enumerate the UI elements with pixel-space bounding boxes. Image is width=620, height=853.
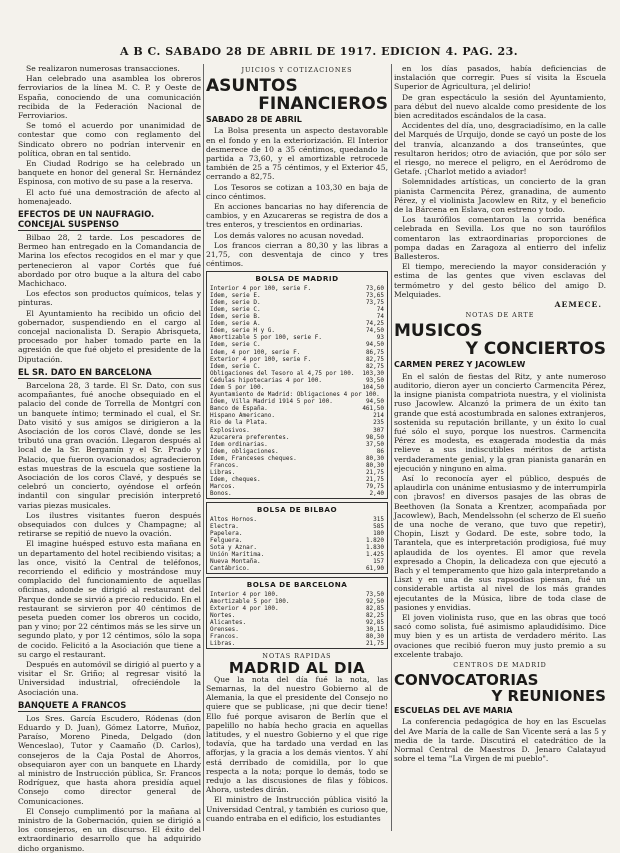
- paragraph: En acciones bancarias no hay diferencia de cambios, y en Azucareras se registra de dos a tres enteros, y trescientos en ordinarias.: [206, 202, 388, 230]
- paragraph: En Ciudad Rodrigo se ha celebrado un banquete en honor del general Sr. Hernández Espinosa, con motivo de su pase a la reserva.: [18, 159, 201, 187]
- quote-value: 1.820: [365, 536, 384, 544]
- quote-value: 2,40: [369, 490, 384, 498]
- quote-row: [210, 537, 384, 544]
- quote-name: Cantábrico.: [210, 565, 250, 573]
- table-title: BOLSA DE MADRID: [255, 274, 339, 284]
- paragraph: La Bolsa presenta un aspecto destavorable en el fondo y en la exteriorización. El Interior desmerece de 10 a 35 céntimos, quedando la partida a 73,60, y el amortizable retrocede también de 25 a 75 céntimos, y el Exterior 45, cerrando a 82,75.: [206, 126, 388, 182]
- quote-row: [210, 455, 384, 462]
- paragraph: Los francos cierran a 80,30 y las libras a 21,75, con desventaja de cinco y tres céntimos.: [206, 240, 388, 269]
- paragraph: en los días pasados, había deficiencias de instalación que corregir. Pues sí visita la Escuela Superior de Agricultura, ¡el delirio!: [394, 64, 606, 92]
- title-line: Y REUNIONES: [491, 687, 606, 706]
- quote-value: 94,50: [365, 398, 384, 406]
- quote-value: 21,75: [365, 469, 384, 477]
- quote-name: Francos.: [210, 633, 239, 641]
- paragraph: En el salón de fiestas del Ritz, y ante numeroso auditorio, dieron ayer un concierto Carmencita Pérez, la insigne pianista compatriota nuestra, y el violinista ruso Jacowlew. Alcanzó la primera de un éxito tan grande que está acostumbrada en salones extranjeros, sostenida su reputación brillante, y un éxito lo cual fué sólo el suyo, porque los nuestros. Carmencita Pérez es modesta, es exagerada modestia da más relieve a sus indiscutibles méritos de artista verdaderamente genial, y la gran pianista ganarán en ejecución y ninguno en alma.: [394, 371, 606, 473]
- section-kicker: NOTAS DE ARTE: [465, 311, 535, 320]
- quote-value: 315: [373, 515, 384, 523]
- paragraph: Que la nota del día fué la nota, las Semarnas, la del nuestro Gobierno al de Alemania, la que el presidente del Consejo no quiere que se publicase, ¡ni que decir tiene! Ello fué porque avisaron de Berlín que el papelillo no había hecho gracia en aquellas latitudes, y el nuestro Gobierno y el que rige todavía, que ha tardado una verdad en las afforjas, y la gracia a los demás vientos. Y ahí está derribado de comidilla, por lo que respecta a la nota; porque lo demás, todo se redujo a las discusiones de filas y fóbicos. Ahora, ustedes dirán.: [206, 674, 388, 795]
- quote-row: [210, 469, 384, 476]
- quote-name: Idem, serie C.: [210, 341, 261, 349]
- paragraph: Los taurófilos comentaron la corrida benéfica celebrada en Sevilla. Los que no son taurófilos comentaron las extraordinarias proporciones de pompa dadas en Zaragoza al entierro del infeliz Ballesteros.: [394, 215, 606, 262]
- paragraph: El ministro de Instrucción pública visitó la Universidad Central, y también es curioso que, cuando entraba en el edificio, los estudiantes: [206, 795, 388, 823]
- quote-name: Nueva Montaña.: [210, 558, 261, 566]
- section-heading: EL SR. DATO EN BARCELONA: [18, 367, 201, 379]
- quote-value: 585: [373, 522, 384, 530]
- quote-name: Explosivos.: [210, 426, 250, 434]
- quote-name: Ayuntamiento de Madrid: Obligaciones 4 por 100.: [210, 391, 380, 399]
- quote-row: [210, 391, 384, 398]
- quote-row: [210, 516, 384, 523]
- quote-name: Idem, serie H y G.: [210, 327, 276, 335]
- quote-table-bilbao: [206, 502, 388, 574]
- paragraph: Los efectos son productos químicos, telas y pinturas.: [18, 289, 201, 308]
- quote-value: 86: [376, 447, 384, 455]
- quote-row: [210, 313, 384, 320]
- quote-table-madrid: [206, 271, 388, 499]
- table-rows: [210, 516, 384, 573]
- title-line: Y CONCIERTOS: [465, 339, 606, 360]
- paragraph: Después en automóvil se dirigió al puerto y a visitar el Sr. Griño; al regresar visitó la Universidad industrial, ofreciéndole la Asociación una.: [18, 659, 201, 697]
- title-line: FINANCIEROS: [258, 94, 388, 115]
- section-kicker: CENTROS DE MADRID: [453, 660, 547, 669]
- paragraph: Los ilustres visitantes fueron después obsequiados con dulces y Champagne; al retirarse se repitió de nuevo la ovación.: [18, 510, 201, 539]
- quote-name: Exterior 4 por 100, serie F.: [210, 355, 312, 363]
- quote-name: Exterior 4 por 100.: [210, 604, 279, 612]
- page-header: A B C. SABADO 28 DE ABRIL DE 1917. EDICION 4. PAG. 23.: [120, 45, 519, 58]
- quote-value: 74,25: [365, 320, 384, 328]
- quote-name: Amortizable 5 por 100, serie F.: [210, 334, 322, 342]
- quote-row: [210, 398, 384, 405]
- quote-value: 73,75: [365, 298, 384, 306]
- article-title: [394, 322, 606, 358]
- quote-name: Obligaciones del Tesoro al 4,75 por 100.: [210, 369, 355, 377]
- quote-row: [210, 551, 384, 558]
- quote-value: 74: [376, 305, 384, 313]
- quote-name: Francos.: [210, 462, 239, 469]
- quote-row: [210, 419, 384, 426]
- quote-value: 30,15: [365, 626, 384, 634]
- quote-name: Idem, serie C.: [210, 305, 261, 313]
- quote-name: Idem, Franceses cheques.: [210, 454, 297, 462]
- quote-name: Banco de España.: [210, 405, 268, 413]
- quote-value: 82,75: [365, 362, 384, 370]
- paragraph: Los Tesoros se cotizan a 103,30 en baja de cinco céntimos.: [206, 182, 388, 201]
- paragraph: El Ayuntamiento ha recibido un oficio del gobernador, suspendiendo en el cargo al concejal nacionalista D. Serapio Abrisqueta, procesado por haber tomado parte en la agresión de que fué objeto el presidente de la Diputación.: [18, 308, 201, 364]
- quote-name: Idem, Villa Madrid 1914 5 por 100.: [210, 398, 333, 406]
- table-title: BOLSA DE BARCELONA: [246, 580, 348, 590]
- quote-row: [210, 530, 384, 537]
- paragraph: Solemnidades artísticas, un concierto de la gran pianista Carmencita Pérez, granadina, de aumento Pérez, y el violinista Jacowlew en Ritz, y el beneficio de la Bárcena en Eslava, con estreno y todo.: [394, 177, 606, 215]
- quote-row: [210, 441, 384, 448]
- quote-row: [210, 523, 384, 530]
- article-subhead: ESCUELAS DEL AVE MARIA: [394, 706, 513, 716]
- quote-value: 1.425: [365, 551, 384, 559]
- quote-value: 79,75: [365, 483, 384, 491]
- quote-row: [210, 384, 384, 391]
- quote-value: 74: [376, 313, 384, 321]
- quote-value: 235: [373, 419, 384, 427]
- quote-row: [210, 544, 384, 551]
- column-rule: [391, 64, 392, 831]
- quote-value: 80,30: [365, 633, 384, 641]
- quote-value: 307: [373, 426, 384, 434]
- quote-row: [210, 619, 384, 626]
- quote-row: [210, 633, 384, 640]
- quote-row: [210, 405, 384, 412]
- table-rows: [210, 591, 384, 648]
- quote-name: Orenses.: [210, 626, 239, 634]
- quote-row: [210, 605, 384, 612]
- paragraph: Se tomó el acuerdo por unanimidad de contestar que como con reglamento del Sindicato obrero no podrían intervenir en política, obran en tal sentido.: [18, 121, 201, 158]
- section-heading: EFECTOS DE UN NAUFRAGIO. CONCEJAL SUSPENSO: [18, 209, 201, 231]
- quote-value: 92,50: [365, 597, 384, 605]
- article-title: [394, 672, 606, 704]
- paragraph: De gran espectáculo la sesión del Ayuntamiento, para début del nuevo alcalde como presidente de los bien acreditados escándalos de la casa.: [394, 92, 606, 121]
- quote-name: Azucarera preferentes.: [210, 433, 290, 441]
- quote-name: Idem ordinarias.: [210, 440, 268, 448]
- quote-name: Electra.: [210, 522, 239, 530]
- quote-name: Idem, cheques.: [210, 476, 261, 484]
- quote-value: 86,75: [365, 348, 384, 356]
- quote-value: 103,30: [362, 369, 384, 377]
- quote-row: [210, 558, 384, 565]
- section-kicker: JUICIOS Y COTIZACIONES: [241, 66, 353, 74]
- paragraph: El Consejo cumplimentó por la mañana al ministro de la Gobernación, quien se dirigió a los consejeros, en un discurso. El éxito del extraordinario desarrollo que ha adquirido dicho organismo.: [18, 806, 201, 853]
- quote-value: 93,50: [365, 376, 384, 384]
- paragraph: El imagine huésped estuvo esta mañana en un departamento del hotel recibiendo visitas; a las once, visitó la Central de teléfonos, recorriendo el edificio y mostrándose muy complacido del funcionamiento de aquellas oficinas, adonde se dirigió al restaurant del Parque donde se sirvió a precio reducido. En el restaurant se sirvieron por 40 céntimos de peseta pueden comer los obreros un cocido, pan y vino; por 22 céntimos más se les sirve un segundo plato, y por 12 céntimos, sólo la sopa de cocido. Felicitó a la Asociación que tiene a su cargo el restaurant.: [18, 539, 201, 659]
- quote-name: Interior 4 por 100, serie F.: [210, 284, 312, 292]
- title-line: ASUNTOS: [206, 76, 298, 97]
- quote-row: [210, 320, 384, 327]
- paragraph: Bilbao 28, 2 tarde. Los pescadores de Bermeo han entregado en la Comandancia de Marina los efectos recogidos en el mar y que pertenecieron al vapor Cortés que fué abordado por otro buque a la altura del cabo Machichaco.: [18, 233, 201, 289]
- quote-name: Hispano Americano.: [210, 412, 276, 420]
- title-line: CONVOCATORIAS: [394, 671, 539, 690]
- quote-row: [210, 483, 384, 490]
- quote-name: Felguera.: [210, 536, 243, 544]
- title-line: MUSICOS: [394, 321, 483, 342]
- quote-value: 80,30: [365, 462, 384, 469]
- paragraph: La conferencia pedagógica de hoy en las Escuelas del Ave María de la calle de San Vicente será a las 5 y media de la tarde. Discutirá el catedrático de la Normal Central de Maestros D. Jenaro Calatayud sobre el tema "La Virgen de mi pueblo".: [394, 717, 606, 764]
- quote-name: Cédulas hipotecarias 4 por 100.: [210, 376, 322, 384]
- quote-name: Alicantes.: [210, 619, 247, 626]
- quote-row: [210, 448, 384, 455]
- quote-name: Papelera.: [210, 529, 243, 537]
- paragraph: Los Sres. García Escudero, Ródenas (don Eduardo y D. Juan), Gómez Latorre, Muñoz, Paraíso, Moreno Pineda, Delgado (don Wenceslao), Tutor y Caamaño (D. Carlos), consejeros de la Caja Postal de Ahorros, obsequiaron ayer con un banquete en Lhardy al ministro de Instrucción pública, Sr. Francos Rodríguez, que hasta ahora presidía aquel Consejo como director general de Comunicaciones.: [18, 713, 201, 806]
- quote-name: Interior 4 por 100.: [210, 590, 279, 598]
- signature: AEMECE.: [554, 300, 602, 310]
- quote-name: Idem, serie B.: [210, 313, 261, 321]
- quote-table-barcelona: [206, 577, 388, 649]
- quote-name: Idem, obligaciones.: [210, 447, 279, 455]
- quote-value: 157: [373, 558, 384, 566]
- quote-row: [210, 334, 384, 341]
- quote-row: [210, 341, 384, 348]
- section-heading: BANQUETE A FRANCOS: [18, 700, 201, 712]
- quote-value: 93: [376, 334, 384, 342]
- quote-value: 92,85: [365, 619, 384, 626]
- quote-value: 73,60: [365, 284, 384, 292]
- paragraph: El acto fué una demostración de afecto al homenajeado.: [18, 187, 201, 206]
- article-title: MADRID AL DIA: [228, 658, 366, 677]
- quote-row: [210, 356, 384, 363]
- quote-value: 104,50: [362, 383, 384, 391]
- quote-value: 461,50: [362, 405, 384, 413]
- table-rows: [210, 285, 384, 498]
- paragraph: Así lo reconocía ayer el público, después de aplaudirla con unánime entusiasmo y de interrumpirla con ¡bravos! en diversos pasajes de las obras de Beethoven (la Sonata a Krentzer, acompañada por Jacowlew), Bach, Mendelssohn (el scherzo de El sueño de una noche de verano, que tuvo que repetir), Chopin, Liszt y Godard. De este, sobre todo, la Tarantela, que es interpretación prodigiosa, fué muy aplaudida de los oyentes. El amor que revela expresado a Chopin, la delicadeza con que ejecutó a Bach y el temperamento que hizo gala interpretando a Liszt y en una de sus rapsodias piensan, fué un considerable artista al nivel de los más grandes ejecutantes de la Música, libre de toda clase de pasiones y envidias.: [394, 473, 606, 612]
- quote-row: [210, 412, 384, 419]
- quote-row: [210, 476, 384, 483]
- quote-value: 1.830: [365, 544, 384, 552]
- article-title: [206, 77, 388, 113]
- quote-row: [210, 327, 384, 334]
- paragraph: Han celebrado una asamblea los obreros ferroviarios de la línea M. C. P. y Oeste de España, conociendo de una comunicación recibida de la Federación Nacional de Ferroviarios.: [18, 74, 201, 121]
- quote-row: [210, 349, 384, 356]
- quote-row: [210, 490, 384, 497]
- quote-name: Unión Marítima.: [210, 551, 265, 559]
- quote-value: 21,75: [365, 476, 384, 484]
- quote-row: [210, 370, 384, 377]
- quote-name: Sota y Aznar.: [210, 544, 257, 552]
- quote-row: [210, 626, 384, 633]
- quote-value: 94,50: [365, 341, 384, 349]
- quote-value: 73,65: [365, 291, 384, 299]
- quote-row: [210, 363, 384, 370]
- quote-name: Idem, serie C.: [210, 362, 261, 370]
- quote-name: Rio de la Plata.: [210, 419, 268, 427]
- paragraph: El joven violinista ruso, que en las obras que tocó sacó como solista, fué asimismo aplaudidísimo. Dice muy bien y es un artista de verdadero mérito. Las ovaciones que recibió fueron muy justo premio a su excelente trabajo.: [394, 612, 606, 659]
- quote-value: 61,90: [365, 565, 384, 573]
- quote-name: Idem, serie A.: [210, 320, 261, 328]
- column-middle: [206, 64, 388, 831]
- article-date: SABADO 28 DE ABRIL: [206, 115, 302, 125]
- quote-row: [210, 434, 384, 441]
- quote-value: 74,50: [365, 327, 384, 335]
- quote-value: 180: [373, 529, 384, 537]
- quote-name: Libras.: [210, 640, 236, 648]
- quote-name: Bonos.: [210, 490, 232, 498]
- column-left: [18, 64, 201, 853]
- quote-row: [210, 427, 384, 434]
- quote-row: [210, 377, 384, 384]
- quote-value: 21,75: [365, 640, 384, 648]
- paragraph: Barcelona 28, 3 tarde. El Sr. Dato, con sus acompañantes, fué anoche obsequiado en el palacio del conde de Torrella de Montgrí con un banquete íntimo; terminado el cual, el Sr. Dato visitó y sus amigos se dirigieron a la Asociación de los coros Clavé, donde se les tributó una gran ovación. Llegaron después al local de la Sr. Bergamín y el Sr. Prado y Palacio, que fueron ovacionados; agradecieron estas muestras de la escuela que sostiene la Asociación de los coros Clavé, y después se celebró un concierto, oyéndose el orfeón indantil con singular precisión interpretó varias piezas musicales.: [18, 380, 201, 510]
- quote-name: Marcos.: [210, 483, 236, 491]
- quote-row: [210, 640, 384, 647]
- quote-row: [210, 612, 384, 619]
- quote-value: 73,50: [365, 590, 384, 598]
- quote-value: 37,50: [365, 440, 384, 448]
- quote-value: 82,75: [365, 355, 384, 363]
- section-kicker: NOTAS RAPIDAS: [262, 652, 332, 661]
- quote-row: [210, 285, 384, 292]
- quote-row: [210, 462, 384, 469]
- quote-name: Idem, serie E.: [210, 291, 261, 299]
- quote-name: Idem, 4 por 100, serie F.: [210, 348, 301, 356]
- quote-value: 214: [373, 412, 384, 420]
- quote-name: Idem 5 por 100.: [210, 383, 265, 391]
- paragraph: Se realizaron numerosas transacciones.: [26, 64, 180, 73]
- quote-name: Amortizable 5 por 100.: [210, 597, 290, 605]
- quote-name: Idem, serie D.: [210, 298, 261, 306]
- column-rule: [203, 64, 204, 831]
- quote-value: 82,25: [365, 611, 384, 619]
- quote-value: 98,50: [365, 433, 384, 441]
- quote-value: [380, 391, 384, 398]
- quote-value: 80,30: [365, 454, 384, 462]
- quote-name: Libras.: [210, 469, 236, 477]
- paragraph: El tiempo, mereciendo la mayor consideración y estima de las gentes que viven esclavas del termómetro y del gesto bélico del amigo D. Melquiades.: [394, 262, 606, 299]
- quote-row: [210, 306, 384, 313]
- quote-value: 82,85: [365, 604, 384, 612]
- paragraph: Los demás valores no acusan novedad.: [214, 230, 364, 240]
- quote-name: Altos Hornos.: [210, 515, 257, 523]
- quote-row: [210, 591, 384, 598]
- column-right: [394, 64, 606, 831]
- quote-row: [210, 598, 384, 605]
- quote-name: Nortes.: [210, 611, 236, 619]
- paragraph: Accidentes del día, uno, desgraciadísimo, en la calle del Marqués de Urquijo, donde se cayó un poste de los del tranvía, alcanzando a dos transeúntes, que resultaron heridos; otro de aviación, que por sólo ser el riesgo, no merece el peligro, en el Aeródromo de Getafe. ¡Charlot metido a aviador!: [394, 121, 606, 177]
- quote-row: [210, 565, 384, 572]
- article-subhead: CARMEN PEREZ Y JACOWLEW: [394, 360, 526, 370]
- table-title: BOLSA DE BILBAO: [256, 505, 338, 515]
- quote-row: [210, 292, 384, 299]
- quote-row: [210, 299, 384, 306]
